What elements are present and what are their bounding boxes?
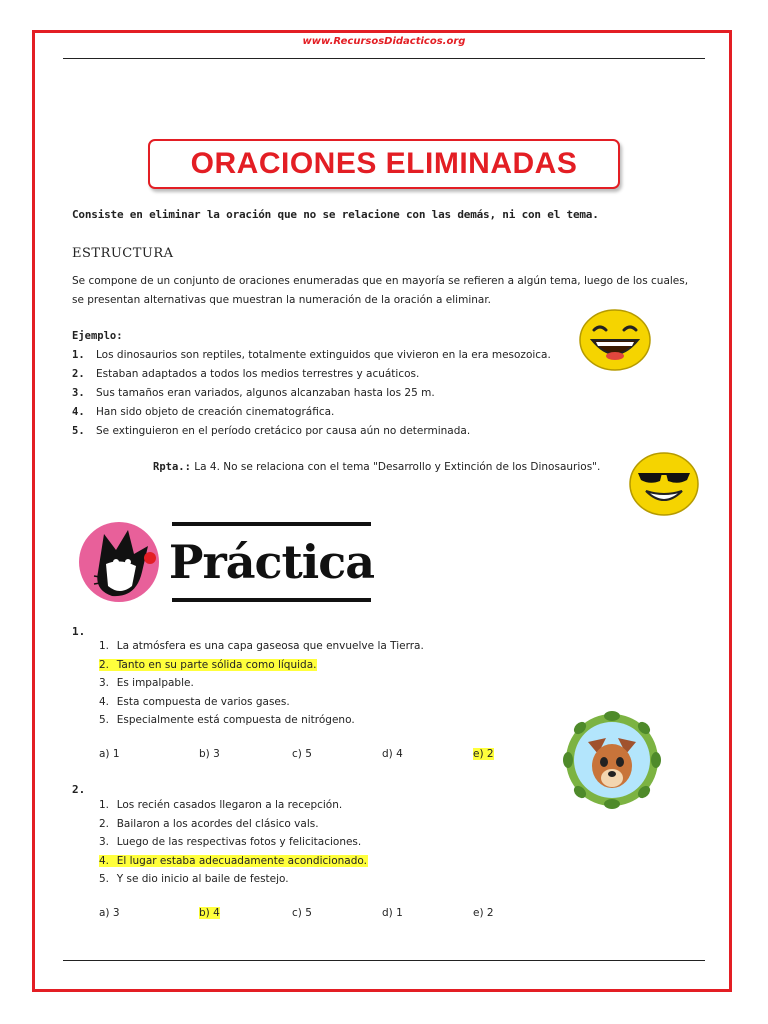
item-number: 2. xyxy=(99,658,110,671)
item-number: 1. xyxy=(99,799,110,811)
item-text: Han sido objeto de creación cinematográfica. xyxy=(96,406,335,418)
item-number: 3. xyxy=(99,677,110,689)
item-text: Se extinguieron en el período cretácico por causa aún no determinada. xyxy=(96,425,471,437)
choice-b[interactable]: b) 4 xyxy=(199,907,220,919)
question-1-number: 1. xyxy=(72,625,86,638)
item-number: 5. xyxy=(99,873,110,885)
cartoon-cat-icon xyxy=(76,516,162,608)
bottom-divider xyxy=(63,960,705,961)
highlighted-item xyxy=(99,659,317,671)
choice-c[interactable]: c) 5 xyxy=(292,907,312,919)
list-item xyxy=(72,406,551,425)
item-number: 4. xyxy=(72,406,85,418)
cartoon-fawn-icon xyxy=(562,708,662,812)
list-item xyxy=(99,818,368,837)
section-heading-estructura: ESTRUCTURA xyxy=(72,246,174,261)
list-item xyxy=(99,659,425,678)
practica-banner xyxy=(168,522,375,602)
choice-a[interactable]: a) 3 xyxy=(99,907,120,919)
list-item xyxy=(99,855,368,874)
answer-label: Rpta.: xyxy=(153,461,191,473)
item-number: 2. xyxy=(99,817,110,830)
answer-text: La 4. No se relaciona con el tema "Desarrollo y Extinción de los Dinosaurios". xyxy=(194,461,601,473)
list-item xyxy=(99,836,368,855)
item-text: Y se dio inicio al baile de festejo. xyxy=(116,873,289,885)
item-text: El lugar estaba adecuadamente acondicionado. xyxy=(116,854,367,867)
choice-d[interactable]: d) 1 xyxy=(382,907,403,919)
item-text: Esta compuesta de varios gases. xyxy=(116,695,290,708)
lead-text: Consiste en eliminar la oración que no se relacione con las demás, ni con el tema. xyxy=(72,208,599,221)
item-text: Especialmente está compuesta de nitrógeno. xyxy=(116,714,355,726)
item-text: La atmósfera es una capa gaseosa que envuelve la Tierra. xyxy=(116,640,424,652)
choice-e[interactable]: e) 2 xyxy=(473,748,494,760)
top-divider xyxy=(63,58,705,59)
question-2-list xyxy=(99,799,368,892)
list-item xyxy=(72,425,551,444)
list-item xyxy=(99,696,425,715)
item-number: 5. xyxy=(99,714,110,726)
item-text: Tanto en su parte sólida como líquida. xyxy=(116,658,317,671)
list-item xyxy=(99,677,425,696)
item-text: Sus tamaños eran variados, algunos alcanzaban hasta los 25 m. xyxy=(96,387,435,399)
example-list xyxy=(72,349,551,444)
list-item xyxy=(72,349,551,368)
list-item xyxy=(99,640,425,659)
page-title: ORACIONES ELIMINADAS xyxy=(190,147,578,180)
item-text: Bailaron a los acordes del clásico vals. xyxy=(116,817,319,830)
list-item xyxy=(72,387,551,406)
choice-b[interactable]: b) 3 xyxy=(199,748,220,760)
list-item xyxy=(99,799,368,818)
item-number: 4. xyxy=(99,854,110,867)
question-1-list xyxy=(99,640,425,733)
practica-title: Práctica xyxy=(168,535,375,589)
item-number: 5. xyxy=(72,425,85,437)
item-text: Los dinosaurios son reptiles, totalmente extinguidos que vivieron en la era mesozoica. xyxy=(96,349,551,361)
estructura-paragraph xyxy=(72,272,702,310)
item-number: 2. xyxy=(72,368,85,380)
item-text: Es impalpable. xyxy=(116,677,194,689)
item-number: 4. xyxy=(99,695,110,708)
item-text: Luego de las respectivas fotos y felicitaciones. xyxy=(116,836,362,848)
item-number: 3. xyxy=(72,387,85,399)
laughing-smiley-icon xyxy=(578,308,652,372)
item-text: Los recién casados llegaron a la recepción. xyxy=(116,799,343,811)
item-number: 1. xyxy=(72,349,85,361)
list-item xyxy=(99,714,425,733)
estructura-line-1: Se compone de un conjunto de oraciones enumeradas que en mayoría se refieren a algún tema, luego de los cuales, xyxy=(72,275,689,287)
site-url[interactable]: www.RecursosDidacticos.org xyxy=(302,36,466,47)
item-number: 1. xyxy=(99,640,110,652)
title-banner xyxy=(148,139,620,189)
item-number: 3. xyxy=(99,836,110,848)
list-item xyxy=(72,368,551,387)
choice-e[interactable]: e) 2 xyxy=(473,907,494,919)
item-text: Estaban adaptados a todos los medios terrestres y acuáticos. xyxy=(96,368,420,380)
choice-a[interactable]: a) 1 xyxy=(99,748,120,760)
answer-line xyxy=(153,461,600,473)
sunglasses-smiley-icon xyxy=(628,451,700,517)
question-2-number: 2. xyxy=(72,783,86,796)
estructura-line-2: se presentan alternativas que muestran la numeración de la oración a eliminar. xyxy=(72,294,492,306)
ejemplo-label: Ejemplo: xyxy=(72,330,123,342)
choice-c[interactable]: c) 5 xyxy=(292,748,312,760)
list-item xyxy=(99,873,368,892)
choice-d[interactable]: d) 4 xyxy=(382,748,403,760)
highlighted-item xyxy=(99,855,368,867)
